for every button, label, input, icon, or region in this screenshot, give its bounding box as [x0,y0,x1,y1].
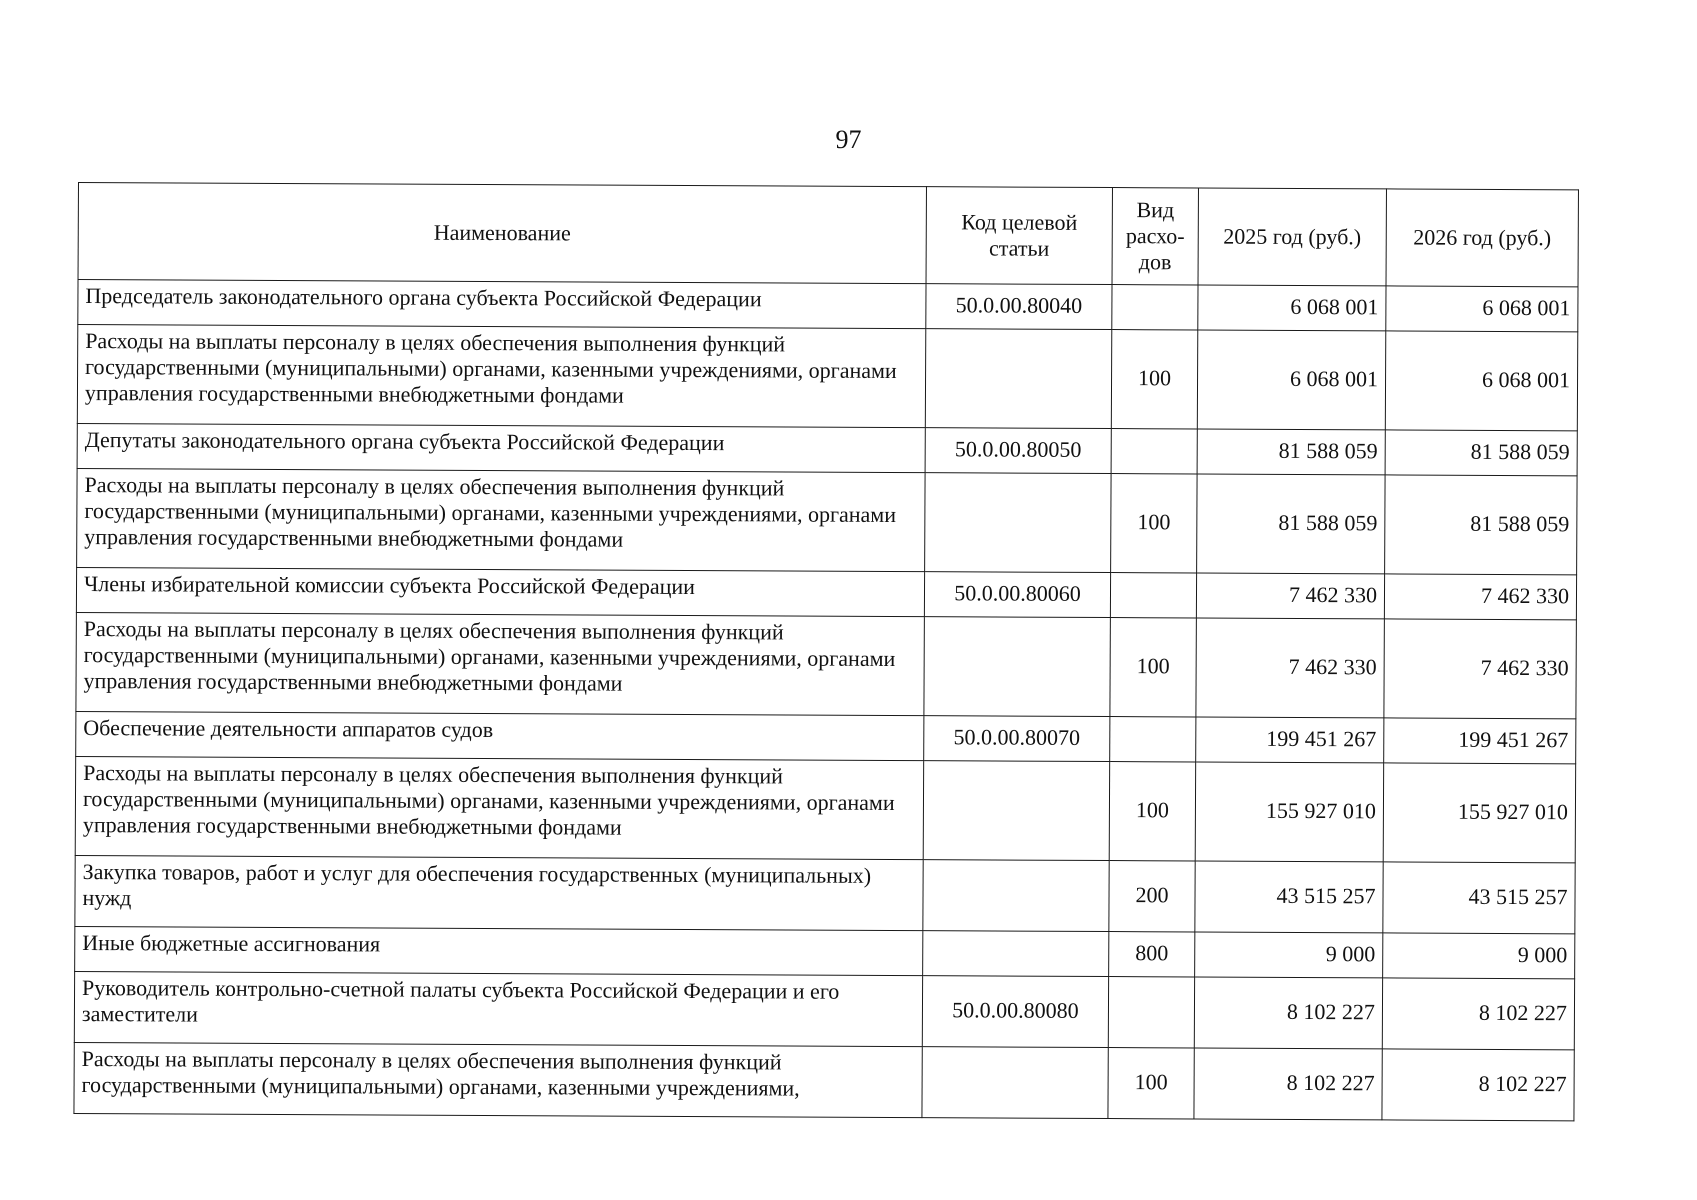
cell-2025: 8 102 227 [1194,977,1382,1049]
table-row [76,567,1576,619]
cell-2026: 155 927 010 [1383,763,1575,863]
cell-type: 100 [1110,618,1196,717]
table-row [78,280,1578,332]
page-number: 97 [835,125,862,154]
cell-name: Обеспечение деятельности аппаратов судов [76,711,924,760]
cell-2026: 8 102 227 [1382,978,1574,1050]
header-type: Вид расхо-дов [1112,188,1198,285]
cell-code: 50.0.00.80080 [922,976,1108,1048]
cell-type: 100 [1108,1048,1194,1119]
table-row [77,325,1577,431]
cell-2026: 6 068 001 [1386,286,1578,332]
table-body [74,280,1578,1121]
cell-2025: 8 102 227 [1194,1048,1382,1120]
cell-2026: 7 462 330 [1384,574,1576,620]
cell-name: Расходы на выплаты персоналу в целях обеспечения выполнения функций государственными (муниципальными) органами, казенными учреждениями, органами управления государственными внебюджетными фондами [77,325,925,428]
budget-table [73,182,1579,1121]
header-name: Наименование [78,183,926,284]
table-row [77,423,1577,475]
cell-name: Закупка товаров, работ и услуг для обеспечения государственных (муниципальных) нужд [75,855,923,930]
cell-code [925,329,1111,429]
cell-code [922,1047,1108,1119]
cell-type [1110,717,1196,762]
cell-2026: 9 000 [1383,933,1575,979]
cell-code [925,473,1111,573]
cell-2025: 199 451 267 [1196,717,1384,763]
cell-code: 50.0.00.80040 [926,284,1112,330]
cell-type [1112,285,1198,330]
cell-2025: 81 588 059 [1197,474,1385,574]
header-2025: 2025 год (руб.) [1198,188,1386,286]
cell-code [924,617,1110,717]
cell-name: Расходы на выплаты персоналу в целях обеспечения выполнения функций государственными (муниципальными) органами, казенными учреждениями, органами управления государственными внебюджетными фондами [76,612,924,715]
cell-name: Расходы на выплаты персоналу в целях обеспечения выполнения функций государственными (муниципальными) органами, казенными учреждениями, [74,1042,922,1117]
cell-2026: 43 515 257 [1383,862,1575,934]
cell-code: 50.0.00.80070 [924,716,1110,762]
cell-2025: 43 515 257 [1195,861,1383,933]
cell-type [1111,429,1197,474]
cell-type: 100 [1109,762,1195,861]
cell-2026: 81 588 059 [1385,475,1577,575]
table-row [77,468,1577,574]
cell-name: Расходы на выплаты персоналу в целях обеспечения выполнения функций государственными (муниципальными) органами, казенными учреждениями, органами управления государственными внебюджетными фондами [77,468,925,571]
table-header [78,183,1578,287]
cell-code [923,931,1109,977]
cell-2026: 8 102 227 [1382,1049,1574,1121]
table-row [75,756,1575,862]
cell-code [923,761,1109,861]
cell-2026: 81 588 059 [1385,430,1577,476]
cell-2025: 6 068 001 [1197,330,1385,430]
cell-2025: 81 588 059 [1197,429,1385,475]
cell-type [1108,977,1194,1048]
cell-2026: 6 068 001 [1385,331,1577,431]
cell-2025: 155 927 010 [1195,762,1383,862]
header-code: Код целевой статьи [926,187,1112,285]
table-row [74,971,1574,1049]
table-row [75,855,1575,933]
cell-type: 200 [1109,861,1195,932]
cell-2025: 9 000 [1195,932,1383,978]
cell-code: 50.0.00.80060 [924,572,1110,618]
cell-type: 100 [1111,474,1197,573]
cell-type [1110,573,1196,618]
cell-code [923,860,1109,932]
header-row [78,183,1578,287]
cell-2025: 6 068 001 [1198,285,1386,331]
cell-name: Иные бюджетные ассигнования [75,926,923,975]
cell-type: 800 [1109,932,1195,977]
table-row [76,711,1576,763]
cell-name: Председатель законодательного органа субъекта Российской Федерации [78,280,926,329]
cell-name: Депутаты законодательного органа субъекта Российской Федерации [77,423,925,472]
cell-code: 50.0.00.80050 [925,428,1111,474]
header-2026: 2026 год (руб.) [1386,189,1578,287]
cell-type: 100 [1111,330,1197,429]
table-row [74,1042,1574,1120]
cell-name: Члены избирательной комиссии субъекта Российской Федерации [76,567,924,616]
table-row [76,612,1576,718]
cell-name: Руководитель контрольно-счетной палаты субъекта Российской Федерации и его заместители [74,971,922,1046]
cell-name: Расходы на выплаты персоналу в целях обеспечения выполнения функций государственными (муниципальными) органами, казенными учреждениями, органами управления государственными внебюджетными фондами [75,756,923,859]
cell-2026: 199 451 267 [1384,718,1576,764]
cell-2026: 7 462 330 [1384,619,1576,719]
table-row [75,926,1575,978]
cell-2025: 7 462 330 [1196,618,1384,718]
cell-2025: 7 462 330 [1196,573,1384,619]
